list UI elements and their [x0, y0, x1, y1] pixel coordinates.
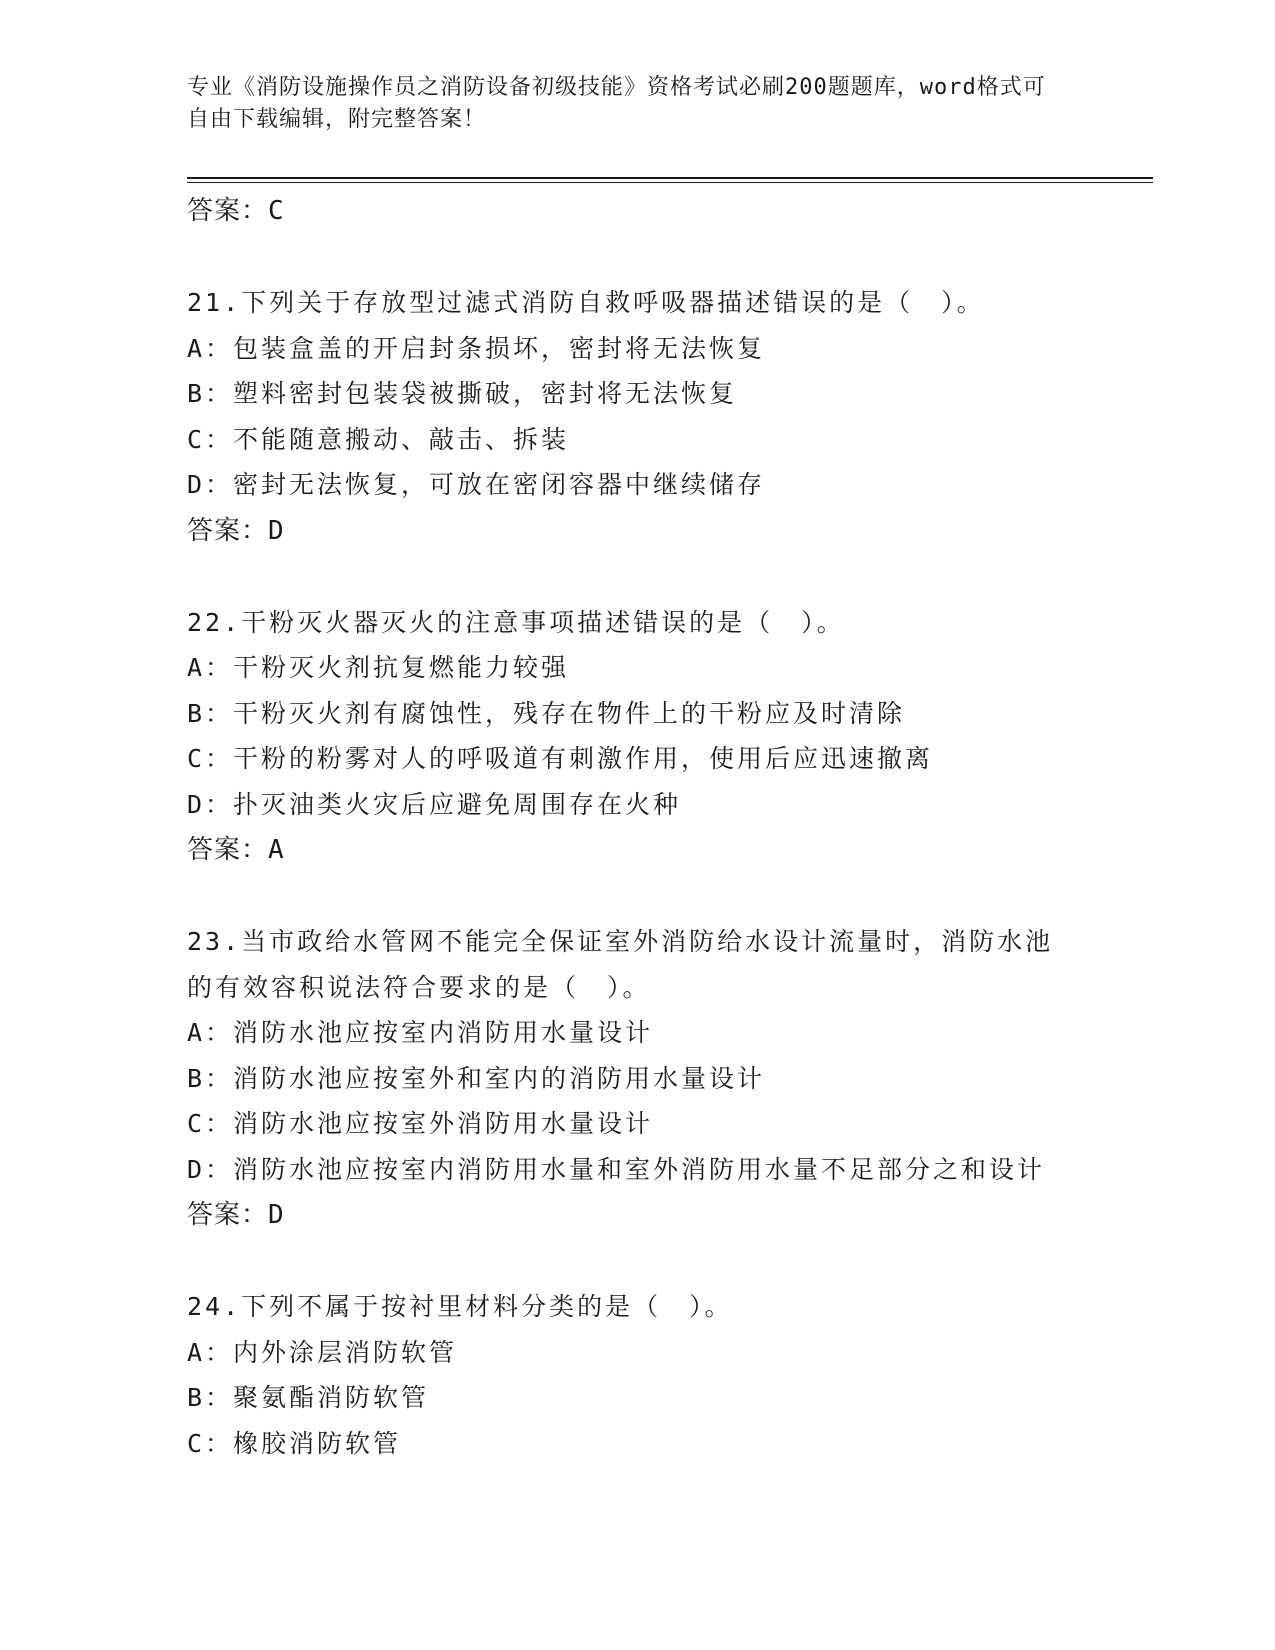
question-list: [187, 188, 1087, 1466]
answer-value: D: [268, 515, 285, 546]
header-divider-thick: [187, 177, 1153, 179]
answer-line: [187, 508, 1087, 554]
document-header: 专业《消防设施操作员之消防设备初级技能》资格考试必刷200题题库，word格式可自由下载编辑，附完整答案！: [187, 75, 1046, 132]
option-c: C：消防水池应按室外消防用水量设计: [187, 1109, 654, 1138]
question-stem: 23.当市政给水管网不能完全保证室外消防给水设计流量时，消防水池的有效容积说法符合要求的是（ ）。: [187, 927, 1054, 1002]
answer-label: 答案：: [187, 196, 269, 226]
option-a: A：消防水池应按室内消防用水量设计: [187, 1018, 654, 1047]
option-a: A：干粉灭火剂抗复燃能力较强: [187, 653, 570, 682]
option-c: C：干粉的粉雾对人的呼吸道有刺激作用，使用后应迅速撤离: [187, 744, 934, 773]
option-a: A：包装盒盖的开启封条损坏，密封将无法恢复: [187, 333, 766, 363]
option-a: A：内外涂层消防软管: [187, 1337, 458, 1367]
question-stem: 21.下列关于存放型过滤式消防自救呼吸器描述错误的是（ ）。: [187, 288, 985, 317]
answer-label: 答案：: [187, 1200, 269, 1230]
answer-line: [187, 1192, 1087, 1238]
answer-label: 答案：: [187, 835, 269, 865]
answer-line: [187, 827, 1087, 873]
option-b: B：塑料密封包装袋被撕破，密封将无法恢复: [187, 379, 738, 408]
option-d: D：密封无法恢复，可放在密闭容器中继续储存: [187, 470, 766, 499]
answer-value: D: [268, 1200, 285, 1230]
question-stem: 24.下列不属于按衬里材料分类的是（ ）。: [187, 1292, 733, 1321]
option-b: B：干粉灭火剂有腐蚀性，残存在物件上的干粉应及时清除: [187, 698, 906, 728]
option-c: C：橡胶消防软管: [187, 1428, 402, 1458]
answer-value: A: [268, 835, 285, 865]
question-stem: 22.干粉灭火器灭火的注意事项描述错误的是（ ）。: [187, 607, 845, 637]
header-divider-thin: [187, 182, 1153, 183]
answer-label: 答案：: [187, 515, 269, 546]
option-b: B：消防水池应按室外和室内的消防用水量设计: [187, 1063, 766, 1093]
option-d: D：消防水池应按室内消防用水量和室外消防用水量不足部分之和设计: [187, 1154, 1046, 1184]
option-c: C：不能随意搬动、敲击、拆装: [187, 424, 570, 454]
answer-line: [187, 188, 1087, 234]
option-d: D：扑灭油类火灾后应避免周围存在火种: [187, 789, 682, 819]
option-b: B：聚氨酯消防软管: [187, 1383, 430, 1412]
answer-value: C: [268, 196, 285, 226]
